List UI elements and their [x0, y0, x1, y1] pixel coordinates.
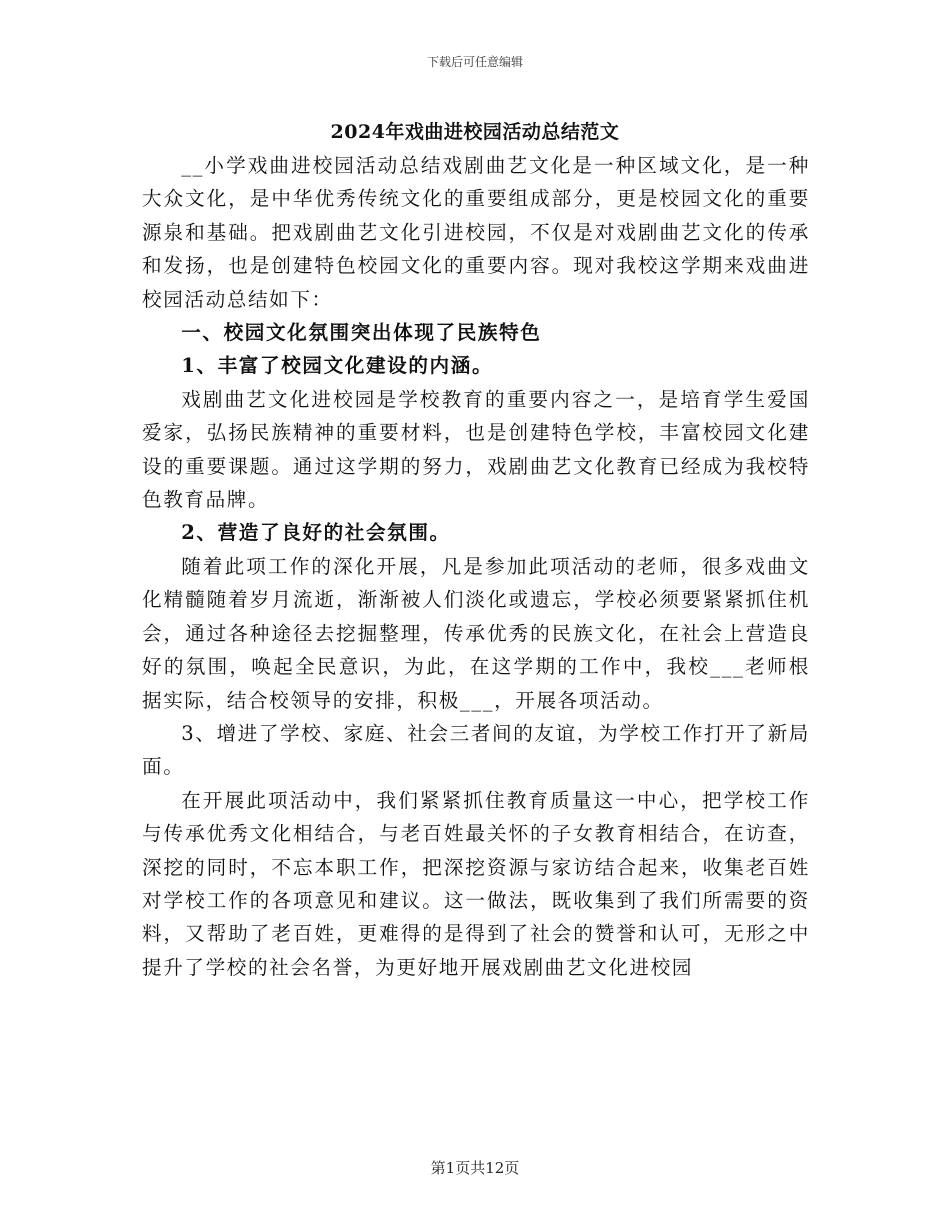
page-header: 下载后可任意编辑 [426, 55, 523, 69]
section-heading-1: 一、校园文化氛围突出体现了民族特色 [181, 321, 542, 345]
body-paragraph-2: 随着此项工作的深化开展，凡是参加此项活动的老师，很多戏曲文化精髓随着岁月流逝，渐渐被人们淡化或遗忘，学校必须要紧紧抓住机会，通过各种途径去挖掘整理，传承优秀的民族文化，在社会上营造良好的氛围，唤起全民意识，为此，在这学期的工作中，我校___老师根据实际，结合校领导的安排，积极___，开展各项活动。 [142, 554, 810, 712]
subheading-3: 3、增进了学校、家庭、社会三者间的友谊，为学校工作打开了新局面。 [142, 721, 810, 779]
document-title: 2024年戏曲进校园活动总结范文 [330, 121, 620, 143]
subheading-2: 2、营造了良好的社会氛围。 [181, 521, 451, 545]
subheading-1: 1、丰富了校园文化建设的内涵。 [181, 354, 494, 378]
body-paragraph-3: 在开展此项活动中，我们紧紧抓住教育质量这一中心，把学校工作与传承优秀文化相结合，与老百姓最关怀的子女教育相结合，在访查，深挖的同时，不忘本职工作，把深挖资源与家访结合起来，收集老百姓对学校工作的各项意见和建议。这一做法，既收集到了我们所需要的资料，又帮助了老百姓，更难得的是得到了社会的赞誉和认可，无形之中提升了学校的社会名誉，为更好地开展戏剧曲艺文化进校园 [142, 788, 810, 979]
page-footer: 第1页共12页 [430, 1159, 520, 1177]
document-body [142, 149, 810, 984]
body-paragraph-1: 戏剧曲艺文化进校园是学校教育的重要内容之一，是培育学生爱国爱家，弘扬民族精神的重要材料，也是创建特色学校，丰富校园文化建设的重要课题。通过这学期的努力，戏剧曲艺文化教育已经成为我校特色教育品牌。 [142, 387, 810, 512]
intro-paragraph: __小学戏曲进校园活动总结戏剧曲艺文化是一种区域文化，是一种大众文化，是中华优秀传统文化的重要组成部分，更是校园文化的重要源泉和基础。把戏剧曲艺文化引进校园，不仅是对戏剧曲艺文化的传承和发扬，也是创建特色校园文化的重要内容。现对我校这学期来戏曲进校园活动总结如下： [142, 154, 810, 311]
